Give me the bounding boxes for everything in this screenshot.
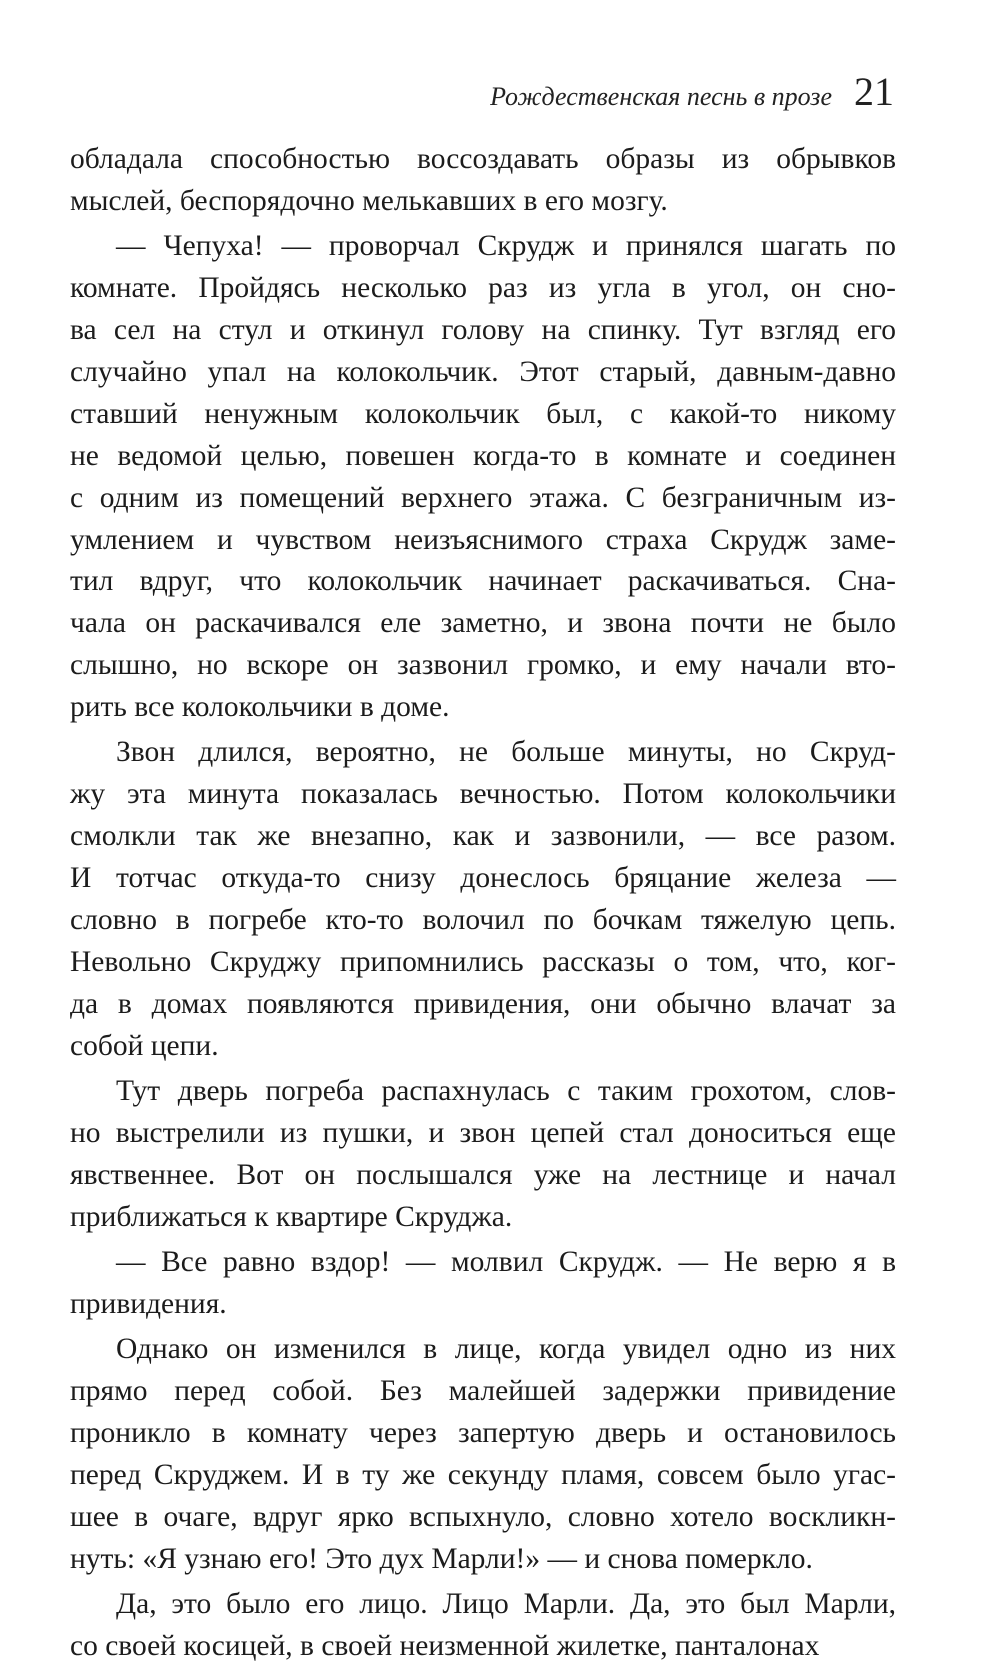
text-line: чала он раскачивался еле заметно, и звона почти не было — [70, 607, 896, 640]
page-number: 21 — [854, 69, 894, 114]
paragraph — [70, 1242, 896, 1326]
text-line: перед Скруджем. И в ту же секунду пламя, совсем было угас- — [70, 1459, 896, 1492]
text-line: прямо перед собой. Без малейшей задержки привидение — [70, 1375, 896, 1408]
paragraph — [70, 732, 896, 1067]
text-line: тил вдруг, что колокольчик начинает раскачиваться. Сна- — [70, 565, 896, 598]
body-text — [70, 139, 896, 1668]
text-line: Однако он изменился в лице, когда увидел одно из них — [116, 1333, 896, 1366]
text-line: со своей косицей, в своей неизменной жилетке, панталонах — [70, 1630, 820, 1663]
text-line: привидения. — [70, 1288, 227, 1321]
running-head — [60, 68, 894, 112]
text-line: мыслей, беспорядочно мелькавших в его мозгу. — [70, 184, 668, 217]
text-line: приближаться к квартире Скруджа. — [70, 1200, 513, 1233]
text-line: комнате. Пройдясь несколько раз из угла в угол, он сно- — [70, 272, 896, 305]
text-line: не ведомой целью, повешен когда-то в комнате и соединен — [70, 439, 896, 472]
text-line: ва сел на стул и откинул голову на спинку. Тут взгляд его — [70, 314, 896, 347]
text-line: с одним из помещений верхнего этажа. С безграничным из- — [70, 481, 896, 514]
text-line: слышно, но вскоре он зазвонил громко, и ему начали вто- — [70, 649, 896, 682]
text-line: — Все равно вздор! — молвил Скрудж. — Не верю я в — [116, 1246, 896, 1279]
text-line: проникло в комнату через запертую дверь и остановилось — [70, 1417, 896, 1450]
paragraph — [70, 1071, 896, 1239]
text-line: жу эта минута показалась вечностью. Потом колокольчики — [70, 778, 896, 811]
paragraph — [70, 1584, 896, 1668]
text-line: Да, это было его лицо. Лицо Марли. Да, это был Марли, — [116, 1588, 896, 1621]
text-line: но выстрелили из пушки, и звон цепей стал доноситься еще — [70, 1116, 896, 1149]
text-line: умлением и чувством неизъяснимого страха Скрудж заме- — [70, 523, 896, 556]
text-line: обладала способностью воссоздавать образы из обрывков — [70, 143, 896, 175]
text-line: шее в очаге, вдруг ярко вспыхнуло, словно хотело воскликн- — [70, 1501, 896, 1533]
text-line: нуть: «Я узнаю его! Это дух Марли!» — и снова померкло. — [70, 1542, 813, 1575]
text-line: смолкли так же внезапно, как и зазвонили, — все разом. — [70, 820, 896, 853]
text-line: собой цепи. — [70, 1029, 219, 1062]
paragraph — [70, 139, 896, 223]
text-line: — Чепуха! — проворчал Скрудж и принялся шагать по — [116, 230, 896, 263]
text-line: да в домах появляются привидения, они обычно влачат за — [70, 987, 896, 1020]
text-line: Тут дверь погреба распахнулась с таким грохотом, слов- — [116, 1075, 896, 1108]
text-line: Звон длился, вероятно, не больше минуты, но Скруд- — [116, 736, 896, 769]
paragraph — [70, 226, 896, 729]
paragraph — [70, 1329, 896, 1580]
text-line: явственнее. Вот он послышался уже на лестнице и начал — [70, 1158, 896, 1191]
text-line: Невольно Скруджу припомнились рассказы о том, что, ког- — [70, 945, 896, 978]
text-line: ставший ненужным колокольчик был, с какой-то никому — [70, 397, 896, 430]
text-line: словно в погребе кто-то волочил по бочкам тяжелую цепь. — [70, 904, 896, 937]
text-line: рить все колокольчики в доме. — [70, 691, 450, 724]
text-line: И тотчас откуда-то снизу донеслось бряцание железа — — [70, 862, 896, 895]
running-title: Рождественская песнь в прозе — [490, 82, 832, 111]
text-line: случайно упал на колокольчик. Этот старый, давным-давно — [70, 355, 896, 388]
